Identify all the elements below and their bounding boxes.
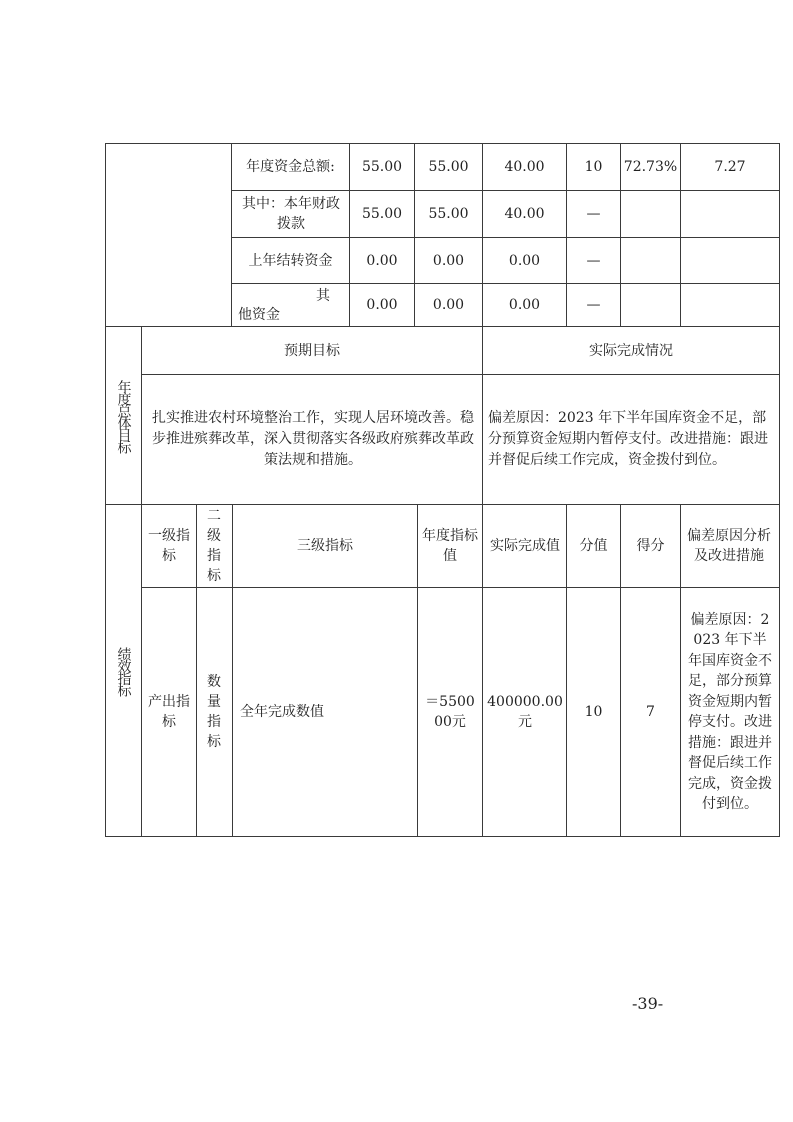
funding-label-part2: 他资金	[238, 307, 280, 323]
score	[681, 238, 779, 283]
indicator-annual-target: ＝550000元	[425, 694, 475, 730]
budget-initial: 55.00	[361, 206, 403, 222]
actual-completion-header: 实际完成情况	[589, 342, 673, 359]
header-deviation: 偏差原因分析及改进措施	[687, 528, 771, 564]
performance-section-label	[106, 505, 141, 836]
expected-goal-header: 预期目标	[284, 342, 340, 359]
executed-amount: 0.00	[508, 297, 541, 313]
score-value: —	[586, 206, 601, 222]
header-level2: 二级指标	[207, 508, 221, 584]
funding-label-part1: 其	[316, 288, 330, 304]
budget-initial: 55.00	[361, 159, 403, 175]
actual-completion-text: 偏差原因：2023 年下半年国库资金不足，部分预算资金短期内暂停支付。改进措施：跟进并督促后续工作完成，资金拨付到位。	[488, 410, 768, 468]
col-divider	[680, 504, 681, 836]
col-divider	[141, 326, 142, 836]
executed-amount: 40.00	[504, 206, 545, 222]
header-score: 得分	[636, 538, 665, 554]
col-divider	[196, 504, 197, 836]
header-annual-target: 年度指标值	[422, 528, 478, 564]
header-level1: 一级指标	[148, 528, 190, 564]
budget-initial: 0.00	[366, 252, 398, 269]
score: 7.27	[714, 159, 746, 175]
score-value: —	[586, 252, 601, 269]
score	[681, 191, 779, 237]
indicator-score: 7	[646, 704, 655, 720]
header-actual-value: 实际完成值	[490, 538, 560, 554]
executed-amount: 0.00	[508, 252, 541, 269]
expected-goal-text: 扎实推进农村环境整治工作，实现人居环境改善。稳步推进殡葬改革，深入贯彻落实各级政府殡葬改革政策法规和措施。	[152, 410, 474, 468]
score-value: —	[586, 297, 601, 313]
indicator-actual-value: 400000.00元	[487, 694, 563, 730]
page-number: -39-	[632, 994, 664, 1013]
score	[681, 284, 779, 326]
indicator-deviation: 偏差原因：2023 年下半年国库资金不足，部分预算资金短期内暂停支付。改进措施：跟进并督促后续工作完成，资金拨付到位。	[688, 611, 772, 812]
budget-full-year: 0.00	[432, 297, 465, 313]
execution-rate: 72.73%	[623, 159, 678, 175]
budget-full-year: 55.00	[428, 159, 469, 175]
header-level3: 三级指标	[297, 538, 353, 554]
execution-rate	[621, 284, 680, 326]
header-score-value: 分值	[579, 538, 608, 554]
score-value: 10	[584, 159, 603, 175]
indicator-level2: 数量指标	[207, 674, 221, 750]
budget-full-year: 0.00	[432, 252, 465, 269]
annual-goal-section-label	[106, 327, 141, 504]
budget-full-year: 55.00	[428, 206, 469, 222]
col-divider	[482, 504, 483, 836]
funding-label: 年度资金总额:	[246, 159, 335, 175]
indicator-level1: 产出指标	[148, 694, 190, 730]
indicator-score-value: 10	[584, 704, 603, 720]
execution-rate	[621, 191, 680, 237]
table-right-border	[779, 143, 780, 837]
budget-initial: 0.00	[366, 297, 398, 313]
annual-goal-label-text: 年度总体目标	[115, 379, 132, 452]
indicator-level3: 全年完成数值	[240, 704, 324, 720]
table-bottom-border	[105, 836, 780, 837]
col-divider	[417, 504, 418, 836]
executed-amount: 40.00	[504, 159, 545, 175]
funding-label: 上年结转资金	[248, 252, 333, 269]
performance-label-text: 绩效指标	[115, 646, 132, 695]
execution-rate	[621, 238, 680, 283]
funding-label: 其中：本年财政拨款	[242, 196, 340, 232]
